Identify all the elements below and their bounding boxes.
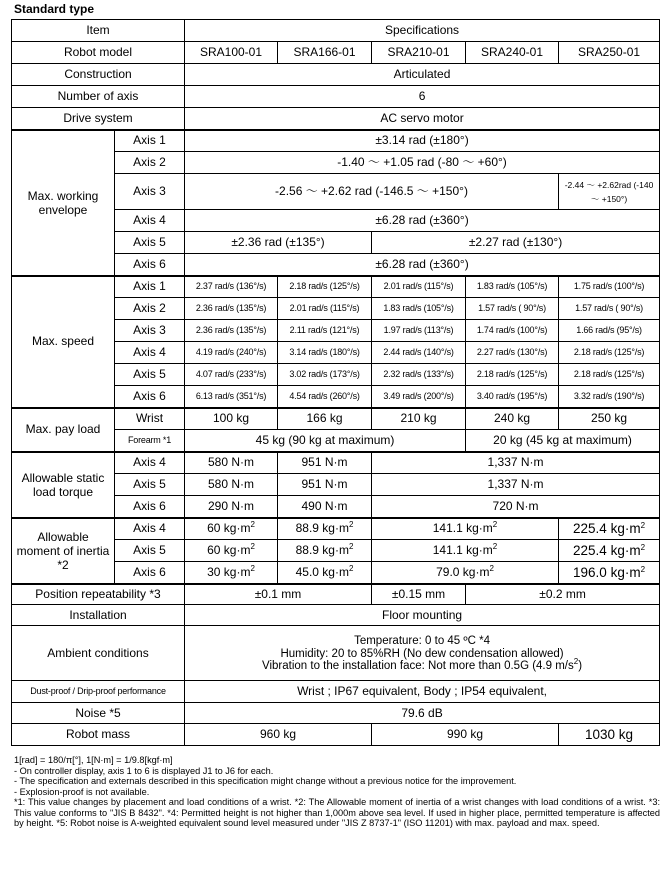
drive-row bbox=[12, 108, 660, 130]
value-cell: Articulated bbox=[185, 64, 660, 86]
value-cell: 88.9 $kg\cdot m^2$ bbox=[278, 518, 372, 540]
value-cell: 2.44 rad/s (140°/s) bbox=[372, 342, 466, 364]
value-cell: 196.0 $kg\cdot m^2$ bbox=[559, 562, 660, 584]
value-cell: 1.75 rad/s (100°/s) bbox=[559, 276, 660, 298]
repeatability-row bbox=[12, 584, 660, 605]
value-cell: 2.01 rad/s (115°/s) bbox=[372, 276, 466, 298]
value-cell: 60 $kg\cdot m^2$ bbox=[185, 518, 278, 540]
value-cell: 2.27 rad/s (130°/s) bbox=[466, 342, 559, 364]
axis-label: Axis 4 bbox=[115, 452, 185, 474]
value-cell: 79.0 $kg\cdot m^2$ bbox=[372, 562, 559, 584]
value-cell: ±0.15 mm bbox=[372, 584, 466, 605]
value-cell: 3.49 rad/s (200°/s) bbox=[372, 386, 466, 408]
value-cell: 2.37 rad/s (136°/s) bbox=[185, 276, 278, 298]
value-cell: 2.18 rad/s (125°/s) bbox=[559, 364, 660, 386]
value-cell: 30 $kg\cdot m^2$ bbox=[185, 562, 278, 584]
value-cell: 951 N·m bbox=[278, 474, 372, 496]
value-cell: ±6.28 rad (±360°) bbox=[185, 254, 660, 276]
value-cell: 3.32 rad/s (190°/s) bbox=[559, 386, 660, 408]
axis-label: Axis 6 bbox=[115, 386, 185, 408]
dust-row bbox=[12, 681, 660, 703]
axis-label: Axis 1 bbox=[115, 276, 185, 298]
value-cell: 951 N·m bbox=[278, 452, 372, 474]
footnote: - Explosion-proof is not available. bbox=[14, 786, 150, 797]
row-label: Construction bbox=[12, 64, 185, 86]
value-cell: Floor mounting bbox=[185, 605, 660, 626]
axis-label: Axis 3 bbox=[115, 174, 185, 210]
value-cell: 6 bbox=[185, 86, 660, 108]
footnote: *1: This value changes by placement and load conditions of a wrist. *2: The Allowable moment of inertia of a wrist changes with load conditions of a wrist. *3: This value conforms to "JIS B 8432". *4: Permitted height is not higher than 1,000m above sea level. If used in higher place, permitted temperature is affected by height. *5: Robot noise is A-weighted equivalent sound level measured under "JIS Z 8737-1" (ISO 11201) with max. payload and max. speed. bbox=[14, 797, 660, 828]
row-label: Installation bbox=[12, 605, 185, 626]
value-cell: -1.40 ～ +1.05 rad (-80 ～ +60°) bbox=[185, 152, 660, 174]
value-cell: 250 kg bbox=[559, 408, 660, 430]
value-cell: 580 N·m bbox=[185, 452, 278, 474]
row-label: Number of axis bbox=[12, 86, 185, 108]
value-cell: 490 N·m bbox=[278, 496, 372, 518]
footnote: - On controller display, axis 1 to 6 is displayed J1 to J6 for each. bbox=[14, 765, 274, 776]
axis-label: Forearm *1 bbox=[115, 430, 185, 452]
value-cell: ±3.14 rad (±180°) bbox=[185, 130, 660, 152]
value-cell: -2.56 ～ +2.62 rad (-146.5 ～ +150°) bbox=[185, 174, 559, 210]
value-cell: 4.07 rad/s (233°/s) bbox=[185, 364, 278, 386]
value-cell: 88.9 $kg\cdot m^2$ bbox=[278, 540, 372, 562]
spec-table bbox=[11, 19, 660, 746]
value-cell: 166 kg bbox=[278, 408, 372, 430]
group-label: Max. speed bbox=[12, 276, 115, 408]
torque-row bbox=[12, 452, 660, 474]
value-cell: 3.40 rad/s (195°/s) bbox=[466, 386, 559, 408]
value-cell: 960 kg bbox=[185, 724, 372, 746]
model-cell: SRA166-01 bbox=[278, 42, 372, 64]
value-cell: ±0.2 mm bbox=[466, 584, 660, 605]
value-cell: 1.57 rad/s ( 90°/s) bbox=[466, 298, 559, 320]
value-cell: 141.1 $kg\cdot m^2$ bbox=[372, 540, 559, 562]
value-cell: 4.54 rad/s (260°/s) bbox=[278, 386, 372, 408]
axis-label: Axis 6 bbox=[115, 496, 185, 518]
payload-row bbox=[12, 408, 660, 430]
row-label: Ambient conditions bbox=[12, 626, 185, 681]
value-cell: 2.18 rad/s (125°/s) bbox=[278, 276, 372, 298]
axis-label: Axis 4 bbox=[115, 518, 185, 540]
value-cell: ±2.36 rad (±135°) bbox=[185, 232, 372, 254]
footnote: 1[rad] = 180/π[°], 1[N·m] = 1/9.8[kgf·m] bbox=[14, 755, 173, 765]
model-cell: SRA210-01 bbox=[372, 42, 466, 64]
value-cell: ±2.27 rad (±130°) bbox=[372, 232, 660, 254]
mass-row bbox=[12, 724, 660, 746]
value-cell: 100 kg bbox=[185, 408, 278, 430]
value-cell: 240 kg bbox=[466, 408, 559, 430]
axis-label: Axis 4 bbox=[115, 210, 185, 232]
axis-label: Axis 5 bbox=[115, 540, 185, 562]
value-cell: 580 N·m bbox=[185, 474, 278, 496]
axis-label: Axis 2 bbox=[115, 298, 185, 320]
value-cell: 1.97 rad/s (113°/s) bbox=[372, 320, 466, 342]
noise-row bbox=[12, 703, 660, 724]
value-cell: 2.11 rad/s (121°/s) bbox=[278, 320, 372, 342]
value-cell: 20 kg (45 kg at maximum) bbox=[466, 430, 660, 452]
value-cell: 290 N·m bbox=[185, 496, 278, 518]
axis-label: Axis 5 bbox=[115, 232, 185, 254]
value-cell: 2.36 rad/s (135°/s) bbox=[185, 298, 278, 320]
value-cell: AC servo motor bbox=[185, 108, 660, 130]
group-label: Max. pay load bbox=[12, 408, 115, 452]
value-cell: 1.66 rad/s (95°/s) bbox=[559, 320, 660, 342]
axis-label: Axis 5 bbox=[115, 364, 185, 386]
value-cell: 2.18 rad/s (125°/s) bbox=[466, 364, 559, 386]
header-specifications: Specifications bbox=[185, 20, 660, 42]
value-cell: 45.0 $kg\cdot m^2$ bbox=[278, 562, 372, 584]
row-label: Drive system bbox=[12, 108, 185, 130]
header-row bbox=[12, 20, 660, 42]
header-item: Item bbox=[12, 20, 185, 42]
value-cell-sra250: -2.44 ～ +2.62rad (-140 ～ +150°) bbox=[559, 174, 660, 210]
row-label: Robot mass bbox=[12, 724, 185, 746]
inertia-row bbox=[12, 518, 660, 540]
value-cell: 1,337 N·m bbox=[372, 452, 660, 474]
axis-label: Wrist bbox=[115, 408, 185, 430]
model-cell: SRA240-01 bbox=[466, 42, 559, 64]
model-cell: SRA250-01 bbox=[559, 42, 660, 64]
axis-label: Axis 1 bbox=[115, 130, 185, 152]
value-cell: 1,337 N·m bbox=[372, 474, 660, 496]
value-cell: 141.1 $kg\cdot m^2$ bbox=[372, 518, 559, 540]
ambient-temperature: Temperature: 0 to 45 ºC *4 bbox=[354, 635, 490, 648]
axis-label: Axis 2 bbox=[115, 152, 185, 174]
robot-model-row bbox=[12, 42, 660, 64]
footnotes bbox=[14, 755, 660, 829]
value-cell: ±0.1 mm bbox=[185, 584, 372, 605]
value-cell: 2.01 rad/s (115°/s) bbox=[278, 298, 372, 320]
value-cell: 1030 kg bbox=[559, 724, 660, 746]
value-cell: 45 kg (90 kg at maximum) bbox=[185, 430, 466, 452]
value-cell: 210 kg bbox=[372, 408, 466, 430]
value-cell: 2.32 rad/s (133°/s) bbox=[372, 364, 466, 386]
value-cell: 2.18 rad/s (125°/s) bbox=[559, 342, 660, 364]
value-cell: Wrist ; IP67 equivalent, Body ; IP54 equivalent, bbox=[185, 681, 660, 703]
construction-row bbox=[12, 64, 660, 86]
group-label: Allowable moment of inertia *2 bbox=[12, 518, 115, 584]
axis-label: Axis 4 bbox=[115, 342, 185, 364]
value-cell: 225.4 $kg\cdot m^2$ bbox=[559, 518, 660, 540]
value-cell: 990 kg bbox=[372, 724, 559, 746]
group-label: Max. working envelope bbox=[12, 130, 115, 276]
value-cell: 1.57 rad/s ( 90°/s) bbox=[559, 298, 660, 320]
row-label: Dust-proof / Drip-proof performance bbox=[12, 681, 185, 703]
axis-label: Axis 5 bbox=[115, 474, 185, 496]
value-cell: 1.74 rad/s (100°/s) bbox=[466, 320, 559, 342]
value-cell: 4.19 rad/s (240°/s) bbox=[185, 342, 278, 364]
envelope-row bbox=[12, 130, 660, 152]
axis-label: Axis 6 bbox=[115, 254, 185, 276]
value-cell: 2.36 rad/s (135°/s) bbox=[185, 320, 278, 342]
value-cell: 1.83 rad/s (105°/s) bbox=[466, 276, 559, 298]
value-cell: 225.4 $kg\cdot m^2$ bbox=[559, 540, 660, 562]
value-cell: 720 N·m bbox=[372, 496, 660, 518]
value-cell: 6.13 rad/s (351°/s) bbox=[185, 386, 278, 408]
speed-row bbox=[12, 276, 660, 298]
footnote: - The specification and externals described in this specification might change without a previous notice for the improvement. bbox=[14, 776, 517, 786]
model-cell: SRA100-01 bbox=[185, 42, 278, 64]
row-label: Robot model bbox=[12, 42, 185, 64]
row-label: Noise *5 bbox=[12, 703, 185, 724]
section-heading: Standard type bbox=[14, 2, 95, 16]
value-cell: 3.02 rad/s (173°/s) bbox=[278, 364, 372, 386]
value-cell: 3.14 rad/s (180°/s) bbox=[278, 342, 372, 364]
ambient-row bbox=[12, 626, 660, 681]
axis-label: Axis 3 bbox=[115, 320, 185, 342]
value-cell: 60 $kg\cdot m^2$ bbox=[185, 540, 278, 562]
ambient-vibration: Vibration to the installation face: Not more than 0.5G (4.9 $m/s^2$) bbox=[262, 657, 583, 673]
group-label: Allowable static load torque bbox=[12, 452, 115, 518]
axis-count-row bbox=[12, 86, 660, 108]
installation-row bbox=[12, 605, 660, 626]
ambient-conditions-cell bbox=[185, 626, 660, 681]
axis-label: Axis 6 bbox=[115, 562, 185, 584]
row-label: Position repeatability *3 bbox=[12, 584, 185, 605]
value-cell: ±6.28 rad (±360°) bbox=[185, 210, 660, 232]
ambient-humidity: Humidity: 20 to 85%RH (No dew condensation allowed) bbox=[280, 647, 564, 660]
value-cell: 79.6 dB bbox=[185, 703, 660, 724]
value-cell: 1.83 rad/s (105°/s) bbox=[372, 298, 466, 320]
